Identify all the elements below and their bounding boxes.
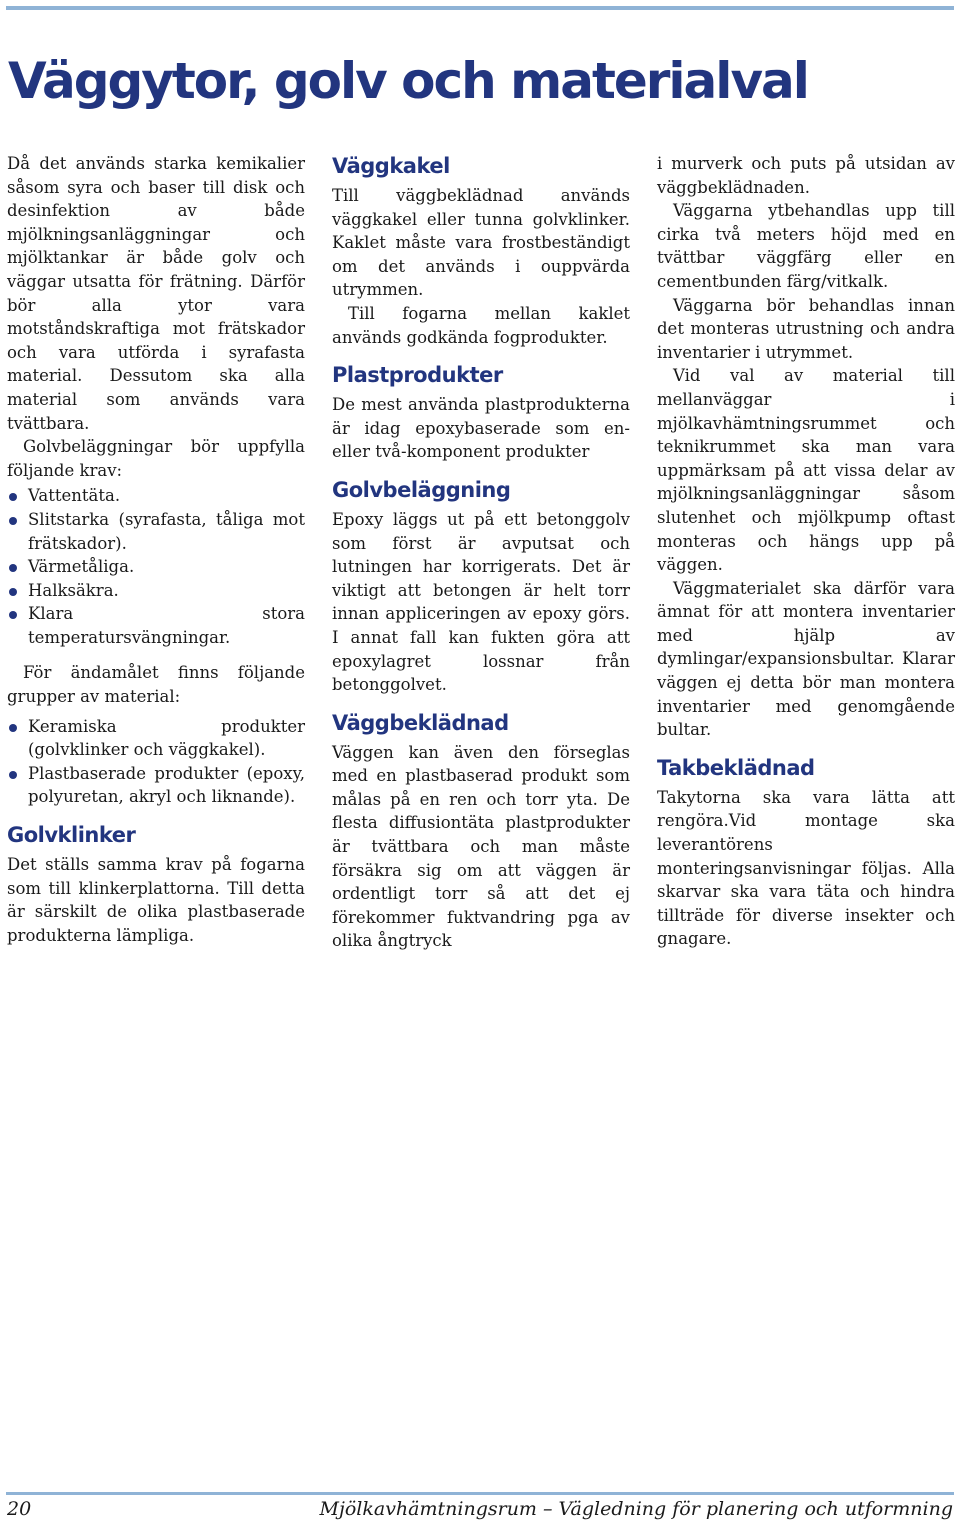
middle-column <box>332 152 630 953</box>
vaggkakel-paragraph: Till väggbeklädnad används väggkakel eller tunna golvklinker. Kaklet måste vara frostbeständigt om det används i ouppvärda utrymmen. <box>332 186 630 300</box>
paragraph: Väggarna bör behandlas innan det monteras utrustning och andra inventarier i utrymmet. <box>657 295 955 362</box>
vaggkakel-paragraph-2: Till fogarna mellan kaklet används godkända fogprodukter. <box>332 303 630 347</box>
section-heading-takbekladnad: Takbeklädnad <box>657 755 815 780</box>
section-heading-vaggkakel: Väggkakel <box>332 154 450 178</box>
list-item: Slitstarka (syrafasta, tåliga mot frätskador). <box>7 508 305 555</box>
list-item: Keramiska produkter (golvklinker och väggkakel). <box>7 715 305 762</box>
list-item: Klara stora temperatursvängningar. <box>7 602 305 649</box>
floor-requirements-lead: Golvbeläggningar bör uppfylla följande krav: <box>7 437 305 480</box>
bullet-icon <box>9 564 17 572</box>
material-groups-list <box>7 715 305 809</box>
section-heading-vaggbekladnad: Väggbeklädnad <box>332 710 509 735</box>
continued-paragraph: i murverk och puts på utsidan av väggbeklädnaden. <box>657 154 955 197</box>
list-item: Halksäkra. <box>7 579 305 603</box>
running-footer: Mjölkavhämtningsrum – Vägledning för planering och utformning <box>319 1498 953 1520</box>
right-column <box>657 152 955 951</box>
bullet-icon <box>9 517 17 525</box>
intro-paragraph: Då det används starka kemikalier såsom syra och baser till disk och desinfektion av både mjölkningsanläggningar och mjölktankar är både golv och väggar utsatta för frätning. Därför bör alla ytor vara motståndskraftiga mot frätskador och vara utförda i syrafasta material. Dessutom ska alla material som används vara tvättbara. <box>7 154 305 433</box>
section-heading-golvbelaggning: Golvbeläggning <box>332 477 511 502</box>
paragraph: Väggarna ytbehandlas upp till cirka två meters höjd med en tvättbar väggfärg eller en cementbunden färg/vitkalk. <box>657 201 955 291</box>
bullet-icon <box>9 493 17 501</box>
top-rule <box>6 6 954 10</box>
bullet-icon <box>9 724 17 732</box>
page-title: Väggytor, golv och materialval <box>8 52 808 110</box>
paragraph: Väggmaterialet ska därför vara ämnat för att montera inventarier med hjälp av dymlingar/expansionsbultar. Klarar väggen ej detta bör man montera inventarier med genomgående bultar. <box>657 578 955 740</box>
material-groups-lead: För ändamålet finns följande grupper av material: <box>7 663 305 707</box>
section-heading-golvklinker: Golvklinker <box>7 823 136 848</box>
list-item: Vattentäta. <box>7 484 305 508</box>
golvbelaggning-paragraph: Epoxy läggs ut på ett betonggolv som först är avputsat och lutningen har korrigerats. Det är viktigt att betongen är helt torr innan appliceringen av epoxy görs. I annat fall kan fukten göra att epoxylagret lossnar från betonggolvet. <box>332 509 630 695</box>
plastprodukter-paragraph: De mest använda plastprodukterna är idag epoxybaserade som en- eller två-komponent produkter <box>332 395 630 462</box>
golvklinker-paragraph: Det ställs samma krav på fogarna som till klinkerplattorna. Till detta är särskilt de olika plastbaserade produkterna lämpliga. <box>7 855 305 945</box>
footer-rule <box>6 1492 954 1495</box>
list-item: Plastbaserade produkter (epoxy, polyuretan, akryl och liknande). <box>7 762 305 809</box>
vaggbekladnad-paragraph: Väggen kan även den förseglas med en plastbaserad produkt som målas på en ren och torr yta. De flesta diffusiontäta plastprodukter är tvättbara och man måste försäkra sig om att väggen är ordentligt torr så att det ej förekommer fuktvandring pga av olika ångtryck <box>332 742 630 951</box>
paragraph: Vid val av material till mellanväggar i mjölkavhämtningsrummet och teknikrummet ska man vara uppmärksam på att vissa delar av mjölkningsanläggningar såsom slutenhet och mjölkpump oftast monteras och hängs upp på väggen. <box>657 366 955 575</box>
floor-requirements-list <box>7 484 305 649</box>
bullet-icon <box>9 611 17 619</box>
left-column <box>7 152 305 947</box>
bullet-icon <box>9 771 17 779</box>
takbekladnad-paragraph: Takytorna ska vara lätta att rengöra.Vid montage ska leverantörens monteringsanvisningar följas. Alla skarvar ska vara täta och hindra tillträde för diverse insekter och gnagare. <box>657 787 955 949</box>
section-heading-plastprodukter: Plastprodukter <box>332 363 503 388</box>
bullet-icon <box>9 588 17 596</box>
list-item: Värmetåliga. <box>7 555 305 579</box>
page-number: 20 <box>7 1498 32 1520</box>
